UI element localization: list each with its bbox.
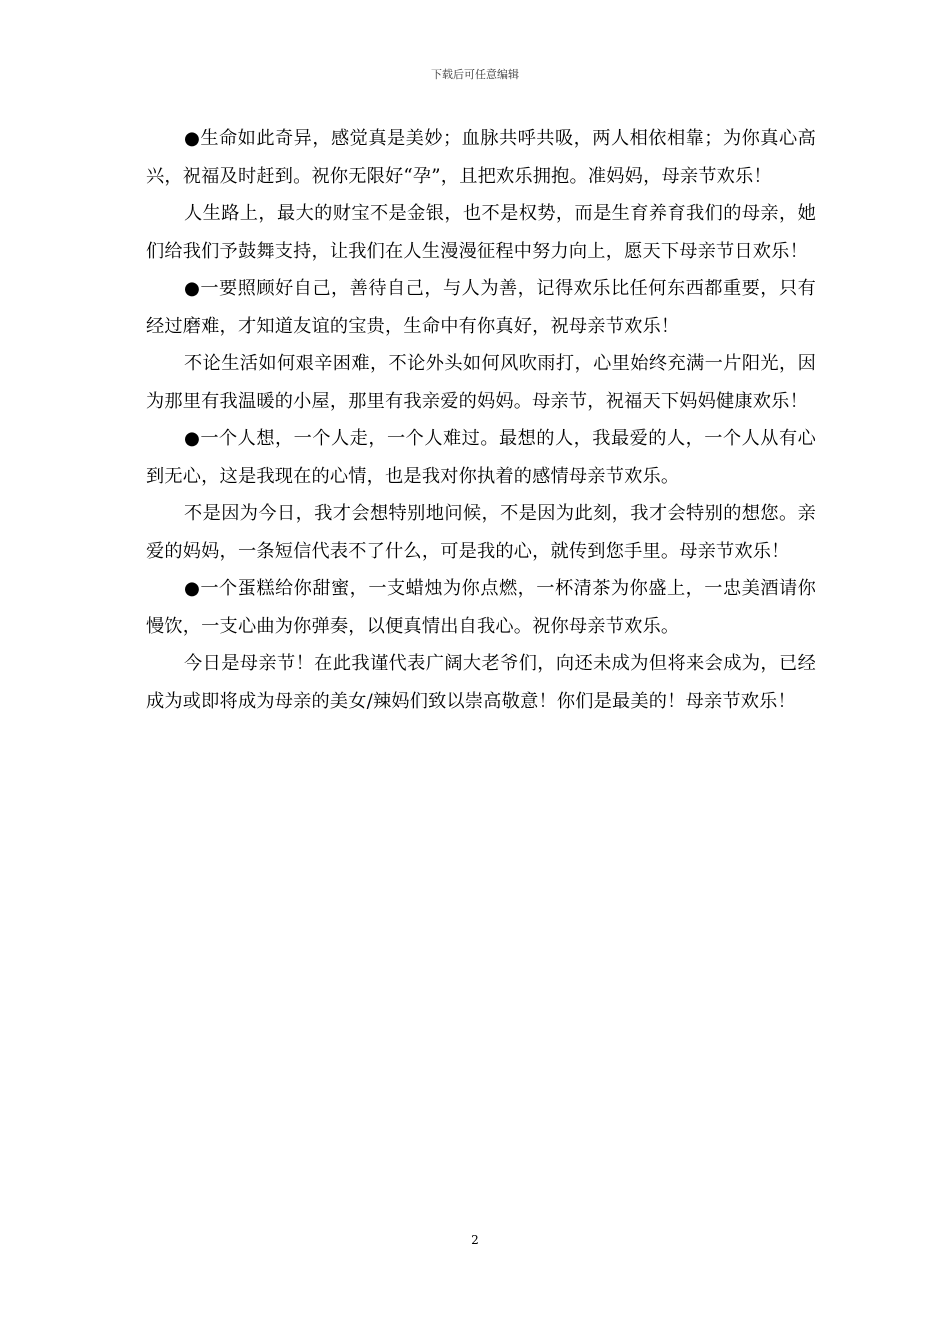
page-header: 下载后可任意编辑 bbox=[431, 68, 519, 81]
paragraph: ●一要照顾好自己，善待自己，与人为善，记得欢乐比任何东西都重要，只有经过磨难，才知道友谊的宝贵，生命中有你真好，祝母亲节欢乐！ bbox=[146, 278, 816, 337]
document-body bbox=[146, 120, 816, 720]
paragraph: ●一个蛋糕给你甜蜜，一支蜡烛为你点燃，一杯清茶为你盛上，一忠美酒请你慢饮，一支心曲为你弹奏，以便真情出自我心。祝你母亲节欢乐。 bbox=[146, 578, 816, 637]
paragraph: ●一个人想，一个人走，一个人难过。最想的人，我最爱的人，一个人从有心到无心，这是我现在的心情，也是我对你执着的感情母亲节欢乐。 bbox=[146, 428, 816, 487]
paragraph: 不论生活如何艰辛困难，不论外头如何风吹雨打，心里始终充满一片阳光，因为那里有我温暖的小屋，那里有我亲爱的妈妈。母亲节，祝福天下妈妈健康欢乐！ bbox=[146, 353, 816, 412]
paragraph: 人生路上，最大的财宝不是金银，也不是权势，而是生育养育我们的母亲，她们给我们予鼓舞支持，让我们在人生漫漫征程中努力向上，愿天下母亲节日欢乐！ bbox=[146, 203, 816, 262]
paragraph: ●生命如此奇异，感觉真是美妙；血脉共呼共吸，两人相依相靠；为你真心高兴，祝福及时赶到。祝你无限好“孕”，且把欢乐拥抱。准妈妈，母亲节欢乐！ bbox=[146, 128, 816, 187]
paragraph: 不是因为今日，我才会想特别地问候，不是因为此刻，我才会特别的想您。亲爱的妈妈，一条短信代表不了什么，可是我的心，就传到您手里。母亲节欢乐！ bbox=[146, 503, 816, 562]
paragraph: 今日是母亲节！在此我谨代表广阔大老爷们，向还未成为但将来会成为，已经成为或即将成为母亲的美女/辣妈们致以崇高敬意！你们是最美的！母亲节欢乐！ bbox=[146, 653, 816, 712]
page-number: 2 bbox=[471, 1233, 479, 1247]
